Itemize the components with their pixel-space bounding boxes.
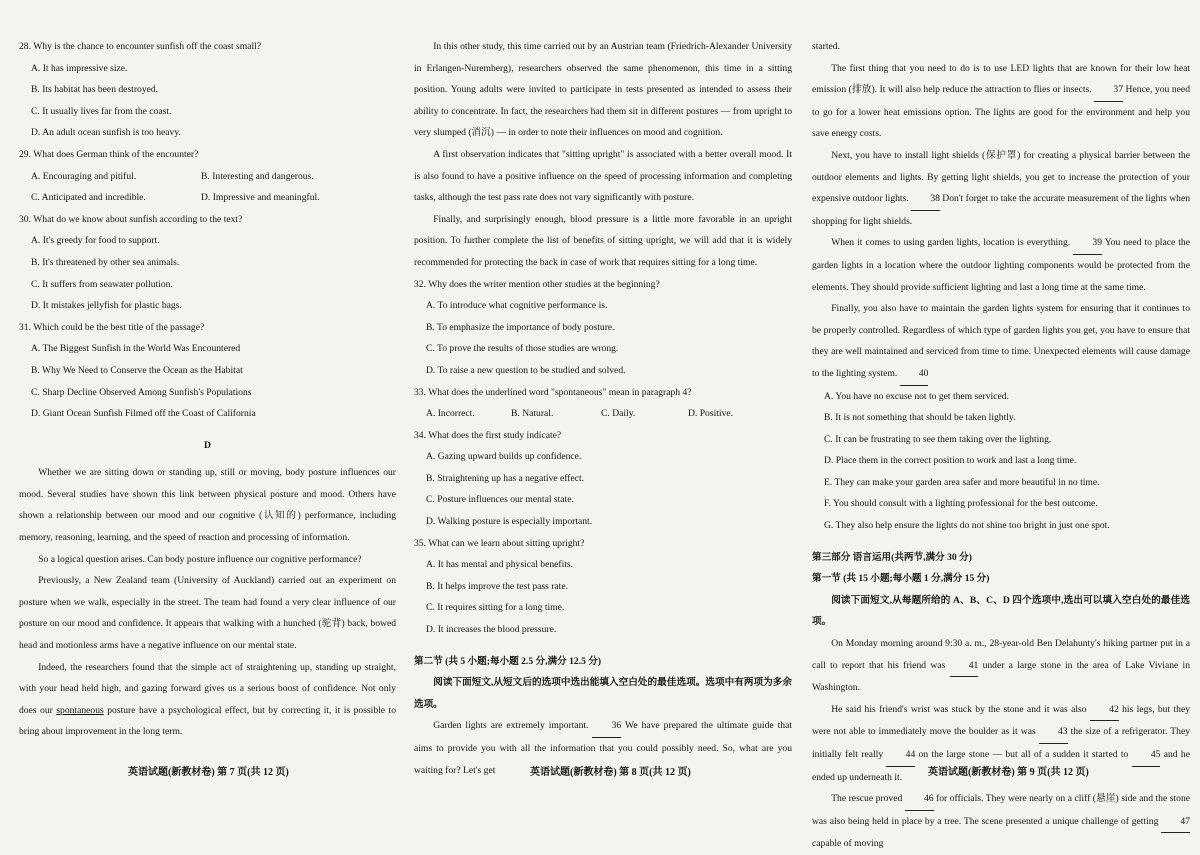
question-32-stem: 32. Why does the writer mention other studies at the beginning? bbox=[414, 278, 660, 290]
cloze-paragraph-3-part-a: The rescue proved bbox=[831, 793, 905, 805]
page-7 bbox=[0, 0, 400, 848]
question-34-option-c: C. Posture influences our mental state. bbox=[426, 494, 574, 506]
blank-39: 39 bbox=[1073, 232, 1102, 255]
page-9 bbox=[800, 0, 1200, 848]
question-29-stem: 29. What does German think of the encounter? bbox=[19, 148, 199, 160]
question-35-option-c: C. It requires sitting for a long time. bbox=[426, 602, 565, 614]
cloze-paragraph-2-part-c: the size of a refrigerator. They initially felt really bbox=[812, 726, 1190, 760]
question-35-option-a: A. It has mental and physical benefits. bbox=[426, 559, 574, 571]
garden-paragraph-1-continued: started. bbox=[812, 41, 840, 52]
page-9-column bbox=[812, 36, 1190, 855]
garden-paragraph-4-end: You need to place the garden lights in a location where the outdoor lighting components would be protected from the elements. They should provide sufficient lighting and last a long time at the same time. bbox=[812, 237, 1190, 293]
part-2-section-2-title: 第二节 (共 5 小题;每小题 2.5 分,满分 12.5 分) bbox=[414, 655, 602, 667]
passage-d-paragraph-4-start: Indeed, the researchers found that the simple act of straightening up, standing up straight, with your head held high, and gazing forward gives us a serious boost of confidence. Not only does our bbox=[19, 661, 396, 716]
blank-38: 38 bbox=[911, 188, 940, 211]
question-31-option-d: D. Giant Ocean Sunfish Filmed off the Coast of California bbox=[31, 408, 256, 420]
cloze-paragraph-2-part-e: and he ended up underneath it. bbox=[812, 749, 1190, 783]
part-3-title: 第三部分 语言运用(共两节,满分 30 分) bbox=[812, 551, 972, 563]
blank-45: 45 bbox=[1132, 744, 1161, 767]
question-28-option-a: A. It has impressive size. bbox=[31, 62, 128, 74]
part-2-section-2-instruction: 阅读下面短文,从短文后的选项中选出能填入空白处的最佳选项。选项中有两项为多余选项。 bbox=[414, 677, 792, 710]
question-33-option-b: B. Natural. bbox=[511, 408, 554, 420]
question-35-option-b: B. It helps improve the test pass rate. bbox=[426, 580, 569, 592]
garden-paragraph-3-end: Don't forget to take the accurate measurement of the lights when shopping for light shields. bbox=[812, 193, 1191, 227]
garden-paragraph-4 bbox=[812, 232, 1190, 298]
question-31-option-c: C. Sharp Decline Observed Among Sunfish's Populations bbox=[31, 386, 252, 398]
blank-41: 41 bbox=[950, 655, 979, 678]
question-32-option-a: A. To introduce what cognitive performance is. bbox=[426, 300, 608, 312]
page-7-column bbox=[19, 36, 396, 743]
question-33-option-c: C. Daily. bbox=[601, 408, 636, 420]
passage-d-paragraph-4 bbox=[19, 657, 396, 743]
part-3-section-1-title: 第一节 (共 15 小题;每小题 1 分,满分 15 分) bbox=[812, 573, 990, 585]
blank-37: 37 bbox=[1094, 79, 1123, 102]
question-32-option-b: B. To emphasize the importance of body posture. bbox=[426, 321, 615, 333]
cloze-paragraph-2-part-b: his legs, but they were not able to immediately move the boulder as it was bbox=[812, 703, 1191, 738]
cloze-paragraph-3-part-b: for officials. They were nearly on a cliff (悬崖) side and the stone was also being held in place by a tree. The scene presented a unique challenge of getting bbox=[812, 793, 1190, 827]
garden-paragraph-3-start: Next, you have to install light shields (保护罩) for creating a physical barrier between the outdoor elements and lights. By getting light shields, you get to increase the protection of your expensive outdoor lights. bbox=[812, 149, 1190, 205]
question-32-option-d: D. To raise a new question to be studied and solved. bbox=[426, 364, 626, 376]
garden-paragraph-2 bbox=[812, 58, 1190, 145]
passage-d-paragraph-4-end: posture have a psychological effect, but by correcting it, it is possible to bring about improvement in the long term. bbox=[19, 704, 396, 738]
question-31-stem: 31. Which could be the best title of the passage? bbox=[19, 321, 205, 333]
passage-d-paragraph-5: In this other study, this time carried out by an Austrian team (Friedrich-Alexander University in Erlangen-Nuremberg), researchers observed the same phenomenon, this time in a sitting position. Young adults were invited to participate in tests presented as intended to assess their ability to concentrate. In fact, the researchers had them sit in different postures — from upright to very slumped (消沉) — in order to note their influences on mood and cognition. bbox=[414, 41, 792, 139]
garden-option-d: D. Place them in the correct position to work and last a long time. bbox=[824, 455, 1077, 467]
blank-36: 36 bbox=[592, 715, 621, 738]
page-8-footer: 英语试题(新教材卷) 第 8 页(共 12 页) bbox=[530, 767, 691, 778]
question-35-option-d: D. It increases the blood pressure. bbox=[426, 624, 557, 636]
garden-paragraph-2-start: The first thing that you need to do is to use LED lights that are known for their low heat emission (排放). It will also help reduce the attraction to flies or insects. bbox=[812, 62, 1190, 96]
question-30-option-d: D. It mistakes jellyfish for plastic bags. bbox=[31, 300, 182, 312]
garden-paragraph-5-start: Finally, you also have to maintain the garden lights system for ensuring that it continues to be properly controlled. Regardless of which type of garden lights you get, you have to ensure that they are well maintained and serviced from time to time. Unexpected elements will cause damage to the lighting system. bbox=[812, 303, 1190, 379]
question-33-option-d: D. Positive. bbox=[688, 408, 734, 420]
cloze-paragraph-1-start: On Monday morning around 9:30 a. m., 28-year-old Ben Delahunty's hiking partner put in a call to report that his friend was bbox=[812, 638, 1190, 671]
page-9-footer: 英语试题(新教材卷) 第 9 页(共 12 页) bbox=[928, 767, 1089, 778]
question-31-option-a: A. The Biggest Sunfish in the World Was Encountered bbox=[31, 343, 241, 355]
question-32-option-c: C. To prove the results of those studies are wrong. bbox=[426, 343, 619, 355]
page-7-footer: 英语试题(新教材卷) 第 7 页(共 12 页) bbox=[128, 767, 289, 778]
question-28-option-d: D. An adult ocean sunfish is too heavy. bbox=[31, 127, 181, 139]
blank-46: 46 bbox=[905, 788, 934, 811]
question-29-option-b: B. Interesting and dangerous. bbox=[201, 170, 314, 182]
question-35-stem: 35. What can we learn about sitting upright? bbox=[414, 537, 585, 549]
underlined-word-spontaneous: spontaneous bbox=[56, 704, 104, 716]
garden-option-a: A. You have no excuse not to get them serviced. bbox=[824, 390, 1009, 402]
garden-option-c: C. It can be frustrating to see them taking over the lighting. bbox=[824, 433, 1052, 445]
passage-d-paragraph-7: Finally, and surprisingly enough, blood pressure is a little more favorable in an upright position. To further complete the list of benefits of sitting upright, we will add that it is widely recommended for protecting the back in case of work that requires sitting for a long time. bbox=[414, 213, 792, 268]
passage-d-paragraph-6: A first observation indicates that "sitting upright" is associated with a better overall mood. It is also found to have a positive influence on the speed of processing information and completing tasks, although the test pass rate does not vary significantly with posture. bbox=[414, 148, 792, 204]
question-29-option-a: A. Encouraging and pitiful. bbox=[31, 170, 137, 182]
garden-paragraph-3 bbox=[812, 145, 1190, 232]
question-28-option-b: B. Its habitat has been destroyed. bbox=[31, 84, 159, 96]
garden-paragraph-4-start: When it comes to using garden lights, location is everything. bbox=[831, 237, 1074, 249]
section-d-heading: D bbox=[204, 439, 211, 451]
garden-option-g: G. They also help ensure the lights do not shine too bright in just one spot. bbox=[824, 520, 1110, 532]
passage-d-paragraph-1: Whether we are sitting down or standing up, still or moving, body posture influences our mood. Several studies have shown this link between physical posture and mood. Others have shown a relationship between our mood and our cognitive (认知的) performance, including memory, reasoning, learning, and the speed of reaction and processing of information. bbox=[19, 467, 396, 544]
garden-paragraph-1-end: We have prepared the ultimate guide that aims to provide you with all the information that you could possibly need. So, what are you waiting for? Let's get bbox=[414, 720, 792, 776]
blank-42: 42 bbox=[1090, 699, 1119, 722]
question-29-option-c: C. Anticipated and incredible. bbox=[31, 192, 146, 204]
cloze-paragraph-2-part-d: on the large stone — but all of a sudden it started to bbox=[915, 749, 1132, 760]
question-30-stem: 30. What do we know about sunfish according to the text? bbox=[19, 213, 243, 225]
garden-option-e: E. They can make your garden area safer and more beautiful in no time. bbox=[824, 476, 1100, 488]
question-33-stem: 33. What does the underlined word "spontaneous" mean in paragraph 4? bbox=[414, 386, 692, 398]
passage-d-paragraph-2: So a logical question arises. Can body posture influence our cognitive performance? bbox=[38, 553, 362, 565]
question-34-option-a: A. Gazing upward builds up confidence. bbox=[426, 451, 582, 463]
garden-option-b: B. It is not something that should be taken lightly. bbox=[824, 412, 1016, 424]
cloze-paragraph-1-end: under a large stone in the area of Lake Viviane in Washington. bbox=[812, 659, 1190, 694]
question-30-option-b: B. It's threatened by other sea animals. bbox=[31, 256, 180, 268]
page-8-column bbox=[414, 36, 792, 781]
page-8 bbox=[400, 0, 800, 848]
blank-40: 40 bbox=[900, 363, 929, 386]
garden-paragraph-2-end: Hence, you need to go for a lower heat emissions option. The lights are good for the environment and help you save energy costs. bbox=[812, 84, 1190, 140]
question-29-option-d: D. Impressive and meaningful. bbox=[201, 192, 320, 204]
cloze-paragraph-2-part-a: He said his friend's wrist was stuck by the stone and it was also bbox=[831, 703, 1090, 715]
question-33-options bbox=[414, 403, 792, 425]
question-28-stem: 28. Why is the chance to encounter sunfish off the coast small? bbox=[19, 41, 262, 52]
question-34-stem: 34. What does the first study indicate? bbox=[414, 429, 562, 441]
question-31-option-b: B. Why We Need to Conserve the Ocean as the Habitat bbox=[31, 364, 243, 376]
question-30-option-a: A. It's greedy for food to support. bbox=[31, 235, 160, 247]
blank-44: 44 bbox=[886, 744, 915, 767]
cloze-paragraph-1 bbox=[812, 633, 1190, 699]
question-29-options-row-2 bbox=[19, 187, 396, 209]
question-34-option-b: B. Straightening up has a negative effect. bbox=[426, 472, 585, 484]
question-29-options-row-1 bbox=[19, 166, 396, 188]
cloze-paragraph-3-part-c: capable of moving bbox=[812, 838, 884, 850]
question-33-option-a: A. Incorrect. bbox=[426, 408, 475, 420]
part-3-section-1-instruction: 阅读下面短文,从每题所给的 A、B、C、D 四个选项中,选出可以填入空白处的最佳选项。 bbox=[812, 594, 1190, 628]
passage-d-paragraph-3: Previously, a New Zealand team (University of Auckland) carried out an experiment on posture when we walk, especially in the street. The team had found a very clear influence of our posture on our mood and confidence. It appears that walking with a hunched (驼背) back, bowed head and motionless arms have a negative influence on our mental state. bbox=[19, 575, 396, 652]
blank-43: 43 bbox=[1039, 721, 1068, 744]
question-34-option-d: D. Walking posture is especially important. bbox=[426, 516, 593, 528]
cloze-paragraph-3 bbox=[812, 788, 1190, 855]
garden-option-f: F. You should consult with a lighting professional for the best outcome. bbox=[824, 498, 1098, 510]
question-28-option-c: C. It usually lives far from the coast. bbox=[31, 105, 172, 117]
garden-paragraph-5 bbox=[812, 298, 1190, 385]
question-30-option-c: C. It suffers from seawater pollution. bbox=[31, 278, 173, 290]
blank-47: 47 bbox=[1161, 811, 1190, 834]
garden-paragraph-1-start: Garden lights are extremely important. bbox=[433, 720, 593, 732]
